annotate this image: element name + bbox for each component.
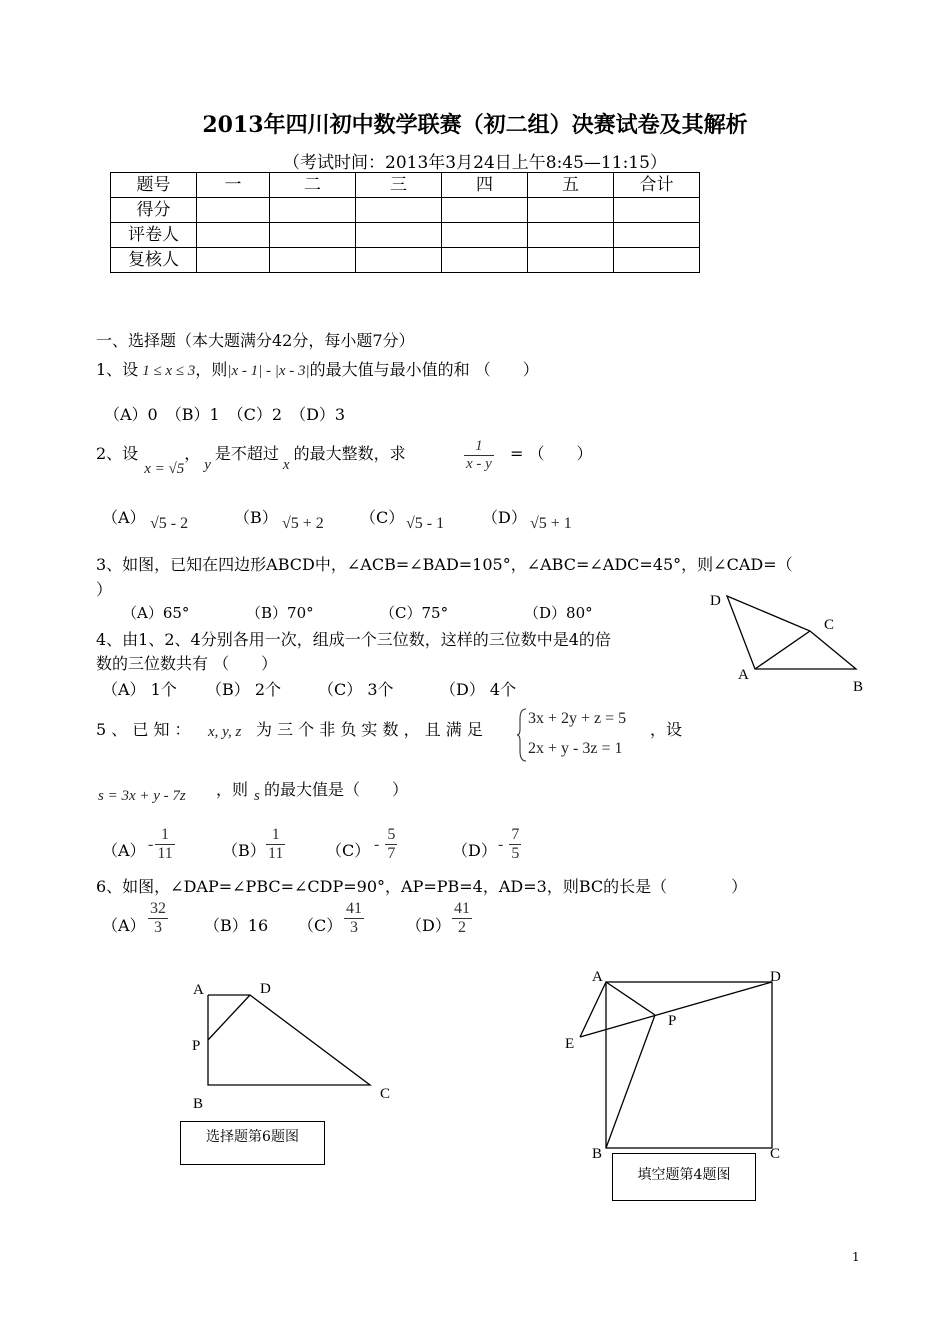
question-2 <box>96 441 406 477</box>
q6-option-c-label: （C） <box>298 916 343 935</box>
row-label: 得分 <box>111 198 197 223</box>
row-label: 复核人 <box>111 248 197 273</box>
q3-quadrilateral-figure <box>700 585 875 695</box>
fig6-caption: 选择题第6题图 <box>180 1121 325 1165</box>
segment-pb <box>606 1015 655 1148</box>
q1-expression: |x - 1| - |x - 3| <box>227 363 310 379</box>
q1-condition: 1 ≤ x ≤ 3 <box>142 363 196 379</box>
system-brace <box>516 707 528 763</box>
q5-option-d-sign: - <box>498 835 504 853</box>
q6-text: 6、如图，∠DAP=∠PBC=∠CDP=90°，AP=PB=4，AD=3，则BC的长是（ ） <box>96 877 748 896</box>
quadrilateral-abcd <box>727 596 856 669</box>
q2-option-a-label: （A） <box>102 508 146 527</box>
q2-middle: 是不超过 <box>214 444 279 463</box>
q4-option-a: （A） 1个 <box>102 680 177 699</box>
q5-option-d <box>498 826 521 863</box>
q2-comma: ， <box>184 444 201 463</box>
q5-option-b <box>266 826 285 863</box>
score-table-header-row <box>111 173 700 198</box>
q2-tail: = （ ） <box>510 444 593 463</box>
q5-option-d-denominator: 5 <box>511 845 520 862</box>
header-cell: 一 <box>197 173 270 198</box>
label-d: D <box>770 969 781 985</box>
q4-option-c: （C） 3个 <box>318 680 394 699</box>
q5-option-a-sign: - <box>148 835 154 853</box>
q2-prefix: 2、设 <box>96 444 139 463</box>
q5-option-b-label: （B） <box>222 841 266 860</box>
q2-y-var: y <box>204 457 211 473</box>
score-row <box>111 248 700 273</box>
label-e: E <box>565 1036 575 1052</box>
q6-option-c-denominator: 3 <box>350 919 358 936</box>
header-cell: 三 <box>356 173 442 198</box>
q1-options: （A）0 （B）1 （C）2 （D）3 <box>104 405 346 424</box>
q2-option-d-label: （D） <box>482 508 527 527</box>
q4-option-d: （D） 4个 <box>440 680 517 699</box>
q5-option-c-label: （C） <box>326 841 371 860</box>
question-1 <box>96 357 539 380</box>
score-cell <box>528 198 614 223</box>
score-cell <box>197 223 270 248</box>
q5-s-suffix: 的最大值是（ ） <box>264 780 409 799</box>
q2-option-b-value: √5 + 2 <box>282 515 324 532</box>
q1-then: ，则 <box>195 360 228 379</box>
score-cell <box>356 198 442 223</box>
q2-option-b-label: （B） <box>234 508 278 527</box>
row-label: 评卷人 <box>111 223 197 248</box>
q5-variables: x, y, z <box>208 724 242 740</box>
exam-time: （考试时间：2013年3月24日上午8:45—11:15） <box>283 153 667 173</box>
q6-option-d <box>452 900 472 937</box>
q3-option-b: （B）70° <box>246 604 314 622</box>
score-cell <box>442 223 528 248</box>
q2-fraction-numerator: 1 <box>464 438 494 456</box>
q6-option-a <box>148 900 168 937</box>
score-cell <box>356 248 442 273</box>
header-cell: 题号 <box>111 173 197 198</box>
label-p: P <box>192 1038 201 1054</box>
q5-option-c-denominator: 7 <box>387 845 396 862</box>
label-c: C <box>770 1146 781 1162</box>
q2-x-definition: x = √5 <box>144 461 185 477</box>
q5-equation-2: 2x + y - 3z = 1 <box>528 740 623 757</box>
q3-option-a: （A）65° <box>122 604 190 622</box>
q5-option-c-sign: - <box>374 835 380 853</box>
q5-option-c-numerator: 5 <box>387 826 396 843</box>
score-table <box>110 172 700 273</box>
q5-option-c <box>374 826 397 863</box>
q2-fraction <box>464 438 494 473</box>
q6-option-c-numerator: 41 <box>346 900 362 917</box>
q5-s-var: s <box>254 788 260 804</box>
q2-option-c-value: √5 - 1 <box>406 515 445 532</box>
q6-option-a-numerator: 32 <box>150 900 166 917</box>
label-b: B <box>592 1146 603 1162</box>
q3-option-c: （C）75° <box>380 604 449 622</box>
score-cell <box>442 198 528 223</box>
score-cell <box>270 223 356 248</box>
fig4-caption: 填空题第4题图 <box>612 1153 756 1201</box>
q4-text-line1: 4、由1、2、4分别各用一次，组成一个三位数，这样的三位数中是4的倍 <box>96 630 611 649</box>
square-abcd <box>606 982 772 1148</box>
q5-equation-1-comma: ， <box>650 720 667 739</box>
q5-option-a-numerator: 1 <box>155 826 174 845</box>
fill-q4-figure <box>560 962 790 1167</box>
q5-option-a <box>148 826 175 863</box>
score-row <box>111 198 700 223</box>
score-cell <box>528 223 614 248</box>
score-cell <box>614 198 700 223</box>
header-cell: 合计 <box>614 173 700 198</box>
header-cell: 五 <box>528 173 614 198</box>
q5-s-definition: s = 3x + y - 7z <box>98 788 186 804</box>
diagonal-ac <box>755 631 810 669</box>
label-c: C <box>824 617 835 633</box>
q5-equation-1: 3x + 2y + z = 5 <box>528 710 627 727</box>
q1-suffix: 的最大值与最小值的和 （ ） <box>309 360 539 379</box>
q6-option-b: （B）16 <box>204 916 269 935</box>
q6-option-a-denominator: 3 <box>154 919 162 936</box>
segment-ap <box>606 982 655 1015</box>
q2-x-var: x <box>282 457 290 473</box>
page-number: 1 <box>852 1250 860 1264</box>
q5-option-d-label: （D） <box>452 841 497 860</box>
q6-figure <box>180 975 420 1110</box>
trapezoid-abcd <box>208 995 370 1085</box>
q5-option-a-denominator: 11 <box>157 845 173 862</box>
q2-option-c-label: （C） <box>360 508 405 527</box>
segment-ae <box>580 982 606 1037</box>
q6-option-d-label: （D） <box>406 916 451 935</box>
page-title: 2013年四川初中数学联赛（初二组）决赛试卷及其解析 <box>202 112 748 138</box>
q3-text-line2: ） <box>96 580 113 599</box>
label-c: C <box>380 1086 391 1102</box>
segment-pd <box>208 995 250 1040</box>
section-heading: 一、选择题（本大题满分42分，每小题7分） <box>96 331 415 350</box>
label-b: B <box>193 1096 204 1110</box>
score-cell <box>197 198 270 223</box>
label-a: A <box>592 969 603 985</box>
q3-option-d: （D）80° <box>524 604 593 622</box>
score-cell <box>197 248 270 273</box>
q4-option-b: （B） 2个 <box>206 680 282 699</box>
q3-text-line1: 3、如图，已知在四边形ABCD中，∠ACB=∠BAD=105°，∠ABC=∠ADC=45°，则∠CAD=（ <box>96 555 793 574</box>
label-p: P <box>668 1013 677 1029</box>
score-cell <box>356 223 442 248</box>
q6-option-a-label: （A） <box>102 916 146 935</box>
q5-prefix: 5 、 已 知 ： <box>96 720 191 739</box>
score-cell <box>270 198 356 223</box>
q4-text-line2: 数的三位数共有 （ ） <box>96 654 278 673</box>
q5-option-b-numerator: 1 <box>266 826 285 845</box>
q5-set-text: 设 <box>666 720 683 739</box>
q2-option-d-value: √5 + 1 <box>530 515 572 532</box>
score-cell <box>614 248 700 273</box>
q1-prefix: 1、设 <box>96 360 139 379</box>
label-b: B <box>853 679 864 695</box>
score-cell <box>528 248 614 273</box>
q2-suffix: 的最大整数，求 <box>293 444 406 463</box>
score-cell <box>614 223 700 248</box>
label-a: A <box>193 982 204 998</box>
score-row <box>111 223 700 248</box>
score-cell <box>442 248 528 273</box>
q6-option-c <box>344 900 364 937</box>
q5-option-a-label: （A） <box>102 841 146 860</box>
score-cell <box>270 248 356 273</box>
label-a: A <box>738 667 749 683</box>
q6-option-d-denominator: 2 <box>458 919 466 936</box>
q5-condition-text: 为 三 个 非 负 实 数 ， 且 满 足 <box>256 720 483 739</box>
q2-option-a-value: √5 - 2 <box>150 515 189 532</box>
label-d: D <box>260 981 271 997</box>
q2-fraction-denominator: x - y <box>466 456 492 472</box>
q5-option-b-denominator: 11 <box>268 845 284 862</box>
q6-option-d-numerator: 41 <box>454 900 470 917</box>
label-d: D <box>710 593 721 609</box>
header-cell: 二 <box>270 173 356 198</box>
q5-s-then: ，则 <box>216 780 249 799</box>
q5-option-d-numerator: 7 <box>511 826 520 843</box>
header-cell: 四 <box>442 173 528 198</box>
